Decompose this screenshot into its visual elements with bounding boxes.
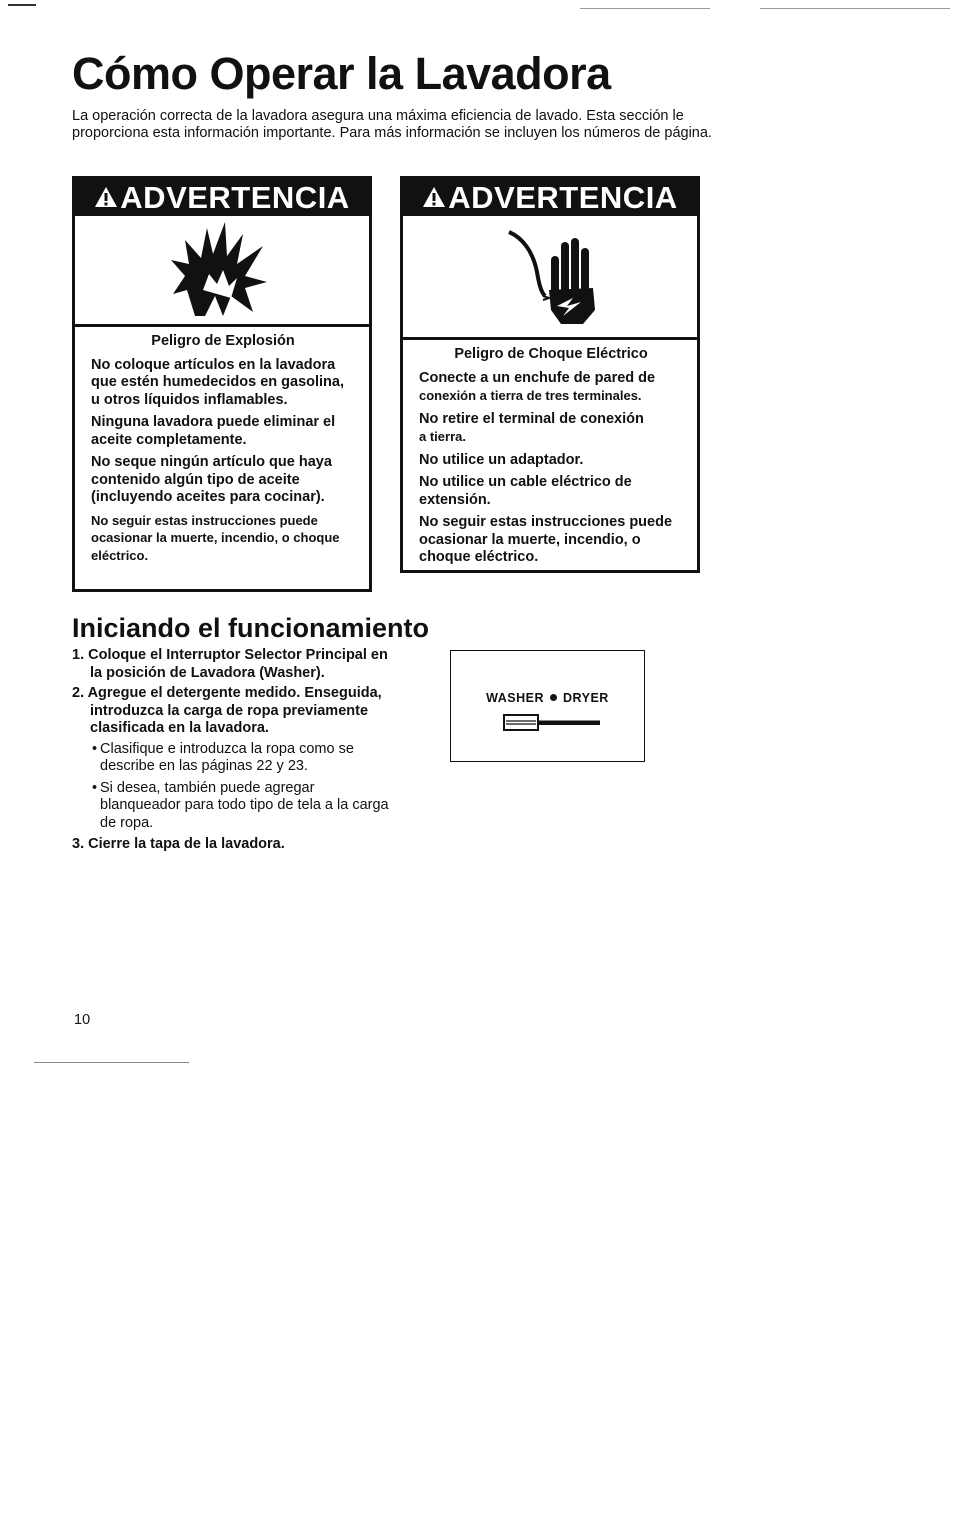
washer-label: WASHER (486, 691, 545, 705)
warning-triangle-icon (94, 186, 118, 208)
warning-heading: ADVERTENCIA (448, 180, 678, 215)
explosion-icon (167, 220, 277, 320)
warning-header (403, 179, 697, 216)
page-number: 10 (74, 1012, 91, 1028)
warning-box-explosion (72, 176, 372, 592)
step-2: 2. Agregue el detergente medido. Enseguida, introduzca la carga de ropa previamente clasificada en la lavadora. (72, 685, 382, 736)
warning-text: No seguir estas instrucciones puede ocasionar la muerte, incendio, o choque eléctrico. (419, 514, 673, 565)
explosion-picture-area (75, 216, 369, 327)
shock-picture-area (403, 216, 697, 340)
scan-artifact (8, 4, 36, 6)
selector-labels (451, 691, 644, 705)
bullet-glyph: • (92, 779, 98, 796)
scan-artifact (34, 1062, 189, 1063)
bullet-glyph: • (92, 740, 98, 757)
warning-body (403, 340, 697, 578)
warning-text-line: a tierra. (419, 429, 466, 444)
dryer-label: DRYER (563, 691, 609, 705)
warning-subtitle: Peligro de Explosión (151, 333, 295, 349)
scan-artifact (760, 8, 950, 9)
warning-text: No coloque artículos en la lavadora que estén humedecidos en gasolina, u otros líquidos inflamables. (91, 356, 345, 408)
selector-switch-icon (503, 713, 603, 733)
warning-subtitle: Peligro de Choque Eléctrico (454, 346, 648, 362)
warning-heading: ADVERTENCIA (120, 180, 350, 215)
separator-dot (550, 694, 557, 701)
warning-triangle-icon (422, 186, 446, 208)
warning-text (419, 411, 683, 447)
warning-text: No utilice un cable eléctrico de extensión. (419, 474, 632, 508)
bullet-item (72, 780, 392, 833)
warning-text: No seguir estas instrucciones puede ocasionar la muerte, incendio, o choque eléctrico. (91, 512, 340, 563)
warning-text-line: No retire el terminal de conexión (419, 410, 644, 427)
warning-text: No seque ningún artículo que haya contenido algún tipo de aceite (incluyendo aceites para cocinar). (91, 454, 332, 505)
warning-header (75, 179, 369, 216)
electric-shock-hand-icon (503, 226, 603, 330)
warning-text (419, 370, 683, 406)
warning-text-line: conexión a tierra de tres terminales. (419, 388, 642, 403)
section-heading: Iniciando el funcionamiento (72, 613, 430, 643)
selector-switch-diagram (450, 650, 645, 762)
bullet-text: Clasifique e introduzca la ropa como se describe en las páginas 22 y 23. (100, 740, 354, 774)
page-title: Cómo Operar la Lavadora (72, 48, 611, 99)
warning-text-line: Conecte a un enchufe de pared de (419, 369, 656, 386)
steps-list (72, 647, 392, 857)
warning-body (75, 327, 369, 575)
intro-paragraph: La operación correcta de la lavadora asegura una máxima eficiencia de lavado. Esta sección le proporciona esta información importante. Para más información se incluyen los números de página. (72, 108, 712, 141)
warning-text: No utilice un adaptador. (419, 451, 584, 468)
step-1: 1. Coloque el Interruptor Selector Principal en la posición de Lavadora (Washer). (72, 647, 388, 681)
scan-artifact (580, 8, 710, 9)
warning-box-electric-shock (400, 176, 700, 573)
step-3: 3. Cierre la tapa de la lavadora. (72, 836, 285, 852)
bullet-text: Si desea, también puede agregar blanqueador para todo tipo de tela a la carga de ropa. (100, 779, 389, 831)
bullet-item (72, 741, 392, 776)
warning-text: Ninguna lavadora puede eliminar el aceite completamente. (91, 414, 336, 448)
